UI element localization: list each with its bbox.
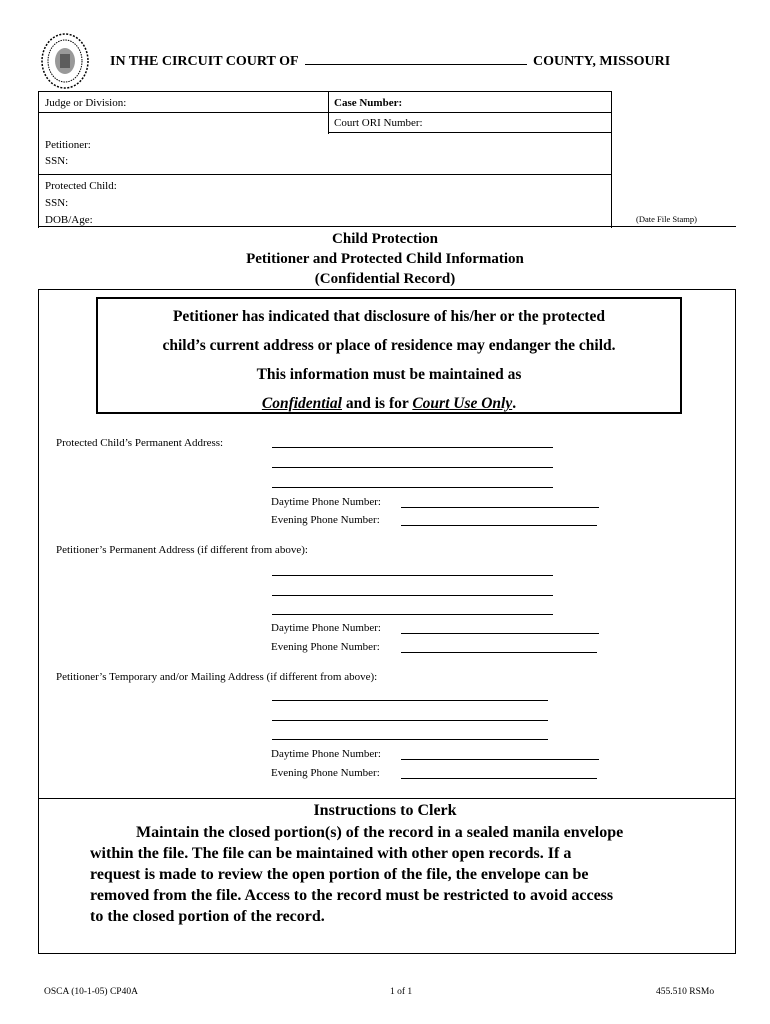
- temp-daytime-phone-line[interactable]: [401, 759, 599, 760]
- petitioner-address-line-2[interactable]: [272, 595, 553, 596]
- notice-line-2: child’s current address or place of residence may endanger the child.: [162, 337, 616, 354]
- case-number-label: Case Number:: [334, 97, 403, 109]
- county-blank-field[interactable]: [305, 52, 527, 65]
- petitioner-address-line-1[interactable]: [272, 575, 553, 576]
- child-dob-label: DOB/Age:: [45, 214, 93, 226]
- notice-period: .: [512, 395, 517, 412]
- temp-address-line-2[interactable]: [272, 720, 548, 721]
- child-evening-phone-label: Evening Phone Number:: [271, 514, 380, 526]
- title-line-3: (Confidential Record): [314, 271, 456, 287]
- caption-row-child: [39, 175, 611, 228]
- instructions-line-1: Maintain the closed portion(s) of the record in a sealed manila envelope: [136, 824, 624, 841]
- instructions-title: Instructions to Clerk: [313, 802, 457, 819]
- instructions-line-4: removed from the file. Access to the record must be restricted to avoid access: [90, 887, 614, 904]
- child-ssn-label: SSN:: [45, 197, 69, 209]
- state-seal-icon: [40, 32, 90, 90]
- temp-address-label: Petitioner’s Temporary and/or Mailing Address (if different from above):: [56, 671, 378, 683]
- notice-line-1: Petitioner has indicated that disclosure of his/her or the protected: [172, 308, 606, 325]
- petitioner-evening-phone-label: Evening Phone Number:: [271, 641, 380, 653]
- temp-evening-phone-line[interactable]: [401, 778, 597, 779]
- caption-row-ori: [328, 112, 611, 133]
- child-label: Protected Child:: [45, 180, 117, 192]
- petitioner-daytime-phone-line[interactable]: [401, 633, 599, 634]
- form-id: OSCA (10-1-05) CP40A: [44, 987, 138, 997]
- court-use-only-text: Court Use Only: [412, 395, 513, 412]
- court-ori-label: Court ORI Number:: [334, 117, 423, 129]
- child-address-label: Protected Child’s Permanent Address:: [56, 437, 224, 449]
- file-stamp-label: (Date File Stamp): [636, 214, 697, 224]
- page-number: 1 of 1: [390, 987, 413, 997]
- petitioner-label: Petitioner:: [45, 139, 91, 151]
- notice-middle-text: and is for: [341, 395, 413, 412]
- child-address-line-2[interactable]: [272, 467, 553, 468]
- title-line-1: Child Protection: [332, 231, 438, 247]
- temp-address-line-1[interactable]: [272, 700, 548, 701]
- section-divider: [38, 798, 736, 799]
- instructions-body: [90, 822, 690, 927]
- statute-reference: 455.510 RSMo: [656, 987, 715, 997]
- instructions-line-2: within the file. The file can be maintained with other open records. If a: [90, 845, 572, 862]
- petitioner-daytime-phone-label: Daytime Phone Number:: [271, 622, 381, 634]
- petitioner-address-line-3[interactable]: [272, 614, 553, 615]
- temp-address-line-3[interactable]: [272, 739, 548, 740]
- temp-evening-phone-label: Evening Phone Number:: [271, 767, 380, 779]
- instructions-line-3: request is made to review the open portion of the file, the envelope can be: [90, 866, 589, 883]
- notice-line-3: This information must be maintained as: [256, 366, 522, 383]
- petitioner-evening-phone-line[interactable]: [401, 652, 597, 653]
- confidential-text: Confidential: [261, 395, 342, 412]
- court-prefix: IN THE CIRCUIT COURT OF: [110, 54, 299, 69]
- notice-line-4: [98, 389, 680, 418]
- form-title: [0, 229, 770, 289]
- caption-row-petitioner: [39, 133, 611, 175]
- judge-label: Judge or Division:: [45, 97, 127, 109]
- instructions-line-5: to the closed portion of the record.: [90, 908, 325, 925]
- caption-table: [38, 91, 612, 228]
- child-address-line-1[interactable]: [272, 447, 553, 448]
- child-daytime-phone-line[interactable]: [401, 507, 599, 508]
- child-daytime-phone-label: Daytime Phone Number:: [271, 496, 381, 508]
- child-evening-phone-line[interactable]: [401, 525, 597, 526]
- court-heading: [110, 52, 670, 70]
- court-suffix: COUNTY, MISSOURI: [533, 54, 671, 69]
- caption-row-judge: [39, 92, 611, 113]
- confidential-notice: [96, 297, 682, 414]
- petitioner-ssn-label: SSN:: [45, 155, 69, 167]
- petitioner-address-label: Petitioner’s Permanent Address (if different from above):: [56, 544, 308, 556]
- file-stamp-line: [610, 226, 736, 227]
- temp-daytime-phone-label: Daytime Phone Number:: [271, 748, 381, 760]
- child-address-line-3[interactable]: [272, 487, 553, 488]
- title-line-2: Petitioner and Protected Child Information: [246, 251, 524, 267]
